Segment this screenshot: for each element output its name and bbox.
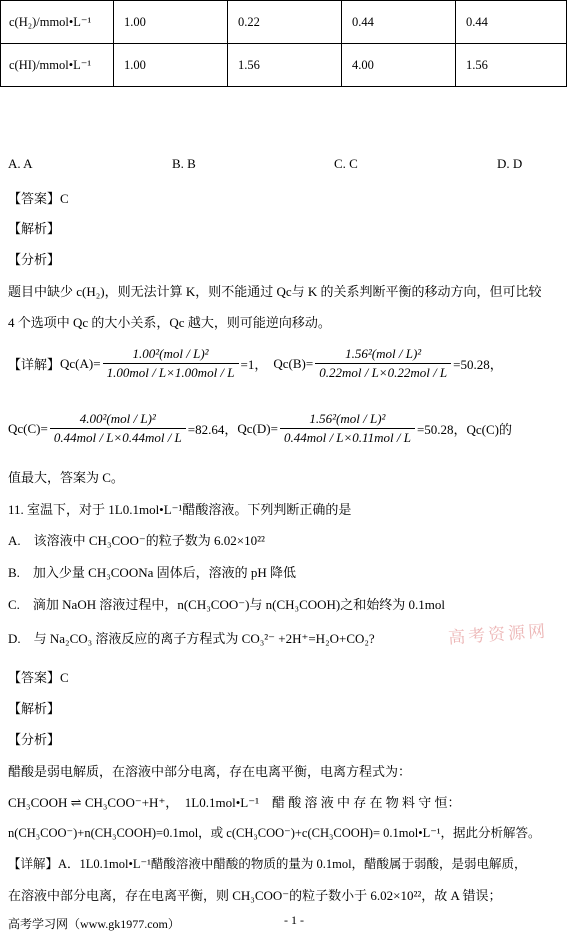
option-a: A. A <box>8 156 33 171</box>
answer-label: 【答案】C <box>8 191 69 206</box>
table-row <box>1 44 567 87</box>
fenxi-label: 【分析】 <box>8 252 61 267</box>
table-cell: 0.44 <box>342 1 456 44</box>
fenxi-label: 【分析】 <box>8 732 61 747</box>
row-label: c(H₂)/mmol•L⁻¹ <box>1 1 114 44</box>
numerator: 1.00²(mol / L)² <box>103 346 239 364</box>
watermark: 高考资源网 <box>447 621 549 648</box>
qc-b-fraction <box>315 346 451 381</box>
option-b: B. 加入少量 CH₃COONa 固体后，溶液的 pH 降低 <box>8 565 297 580</box>
qc-c-fraction <box>50 411 186 446</box>
table-cell: 1.00 <box>114 44 228 87</box>
denominator: 0.44mol / L×0.44mol / L <box>53 430 182 445</box>
row-label: c(HI)/mmol•L⁻¹ <box>1 44 114 87</box>
numerator: 4.00²(mol / L)² <box>50 411 186 429</box>
question-stem: 11. 室温下，对于 1L0.1mol•L⁻¹醋酸溶液。下列判断正确的是 <box>8 502 352 517</box>
table-row <box>1 1 567 44</box>
numerator: 1.56²(mol / L)² <box>315 346 451 364</box>
analysis-line: n(CH₃COO⁻)+n(CH₃COOH)=0.1mol，或 c(CH₃COO⁻)+c(CH₃COOH)= 0.1mol•L⁻¹，据此分析解答。 <box>8 826 541 840</box>
denominator: 1.00mol / L×1.00mol / L <box>106 365 235 380</box>
denominator: 0.22mol / L×0.22mol / L <box>319 365 448 380</box>
concentration-table <box>0 0 567 87</box>
option-c: C. 滴加 NaOH 溶液过程中，n(CH₃COO⁻)与 n(CH₃COOH)之和始终为 0.1mol <box>8 597 445 612</box>
option-a: A. 该溶液中 CH₃COO⁻的粒子数为 6.02×10²² <box>8 533 265 548</box>
detail-line: 在溶液中部分电离，存在电离平衡，则 CH₃COO⁻的粒子数小于 6.02×10²²，故 A 错误； <box>8 888 502 903</box>
analysis-line: 4 个选项中 Qc 的大小关系，Qc 越大，则可能逆向移动。 <box>8 315 331 330</box>
table-cell: 1.56 <box>228 44 342 87</box>
formula-line <box>8 411 512 446</box>
qc-a-value: =1， <box>240 357 268 372</box>
qc-d-fraction <box>280 411 415 446</box>
denominator: 0.44mol / L×0.11mol / L <box>283 430 411 445</box>
detail-line: 【详解】A．1L0.1mol•L⁻¹醋酸溶液中醋酸的物质的量为 0.1mol，醋酸属于弱酸，是弱电解质， <box>8 857 527 871</box>
qc-b-value: =50.28， <box>453 357 503 372</box>
jiexi-label: 【解析】 <box>8 701 61 716</box>
qc-a-label: Qc(A)= <box>60 355 101 371</box>
qc-c-label: Qc(C)= <box>8 420 48 436</box>
qc-d-label: Qc(D)= <box>237 420 278 436</box>
option-d: D. 与 Na₂CO₃ 溶液反应的离子方程式为 CO₃²⁻ +2H⁺=H₂O+CO₂? <box>8 631 375 646</box>
jiexi-label: 【解析】 <box>8 221 61 236</box>
analysis-line: CH₃COOH ⇌ CH₃COO⁻+H⁺， 1L0.1mol•L⁻¹ 醋 酸 溶 液 中 存 在 物 料 守 恒： <box>8 795 461 810</box>
formula-line <box>8 346 503 381</box>
qc-d-value: =50.28，Qc(C)的 <box>416 422 513 437</box>
detail-label: 【详解】 <box>8 357 61 372</box>
numerator: 1.56²(mol / L)² <box>280 411 415 429</box>
table-cell: 1.56 <box>456 44 567 87</box>
analysis-line: 醋酸是弱电解质，在溶液中部分电离，存在电离平衡，电离方程式为： <box>8 764 412 779</box>
qc-c-value: =82.64， <box>187 422 238 437</box>
answer-label: 【答案】C <box>8 670 69 685</box>
table-cell: 4.00 <box>342 44 456 87</box>
table-cell: 0.22 <box>228 1 342 44</box>
option-d: D. D <box>497 156 523 171</box>
table-cell: 1.00 <box>114 1 228 44</box>
table-cell: 0.44 <box>456 1 567 44</box>
footer-text: 高考学习网（www.gk1977.com） <box>8 917 180 931</box>
qc-a-fraction <box>103 346 239 381</box>
analysis-line: 题目中缺少 c(H₂)，则无法计算 K，则不能通过 Qc与 K 的关系判断平衡的移动方向，但可比较 <box>8 284 542 299</box>
option-c: C. C <box>334 156 358 171</box>
qc-b-label: Qc(B)= <box>273 355 314 371</box>
conclusion-line: 值最大，答案为 C。 <box>8 470 124 485</box>
page-number: - 1 - <box>284 913 304 927</box>
option-b: B. B <box>172 156 196 171</box>
